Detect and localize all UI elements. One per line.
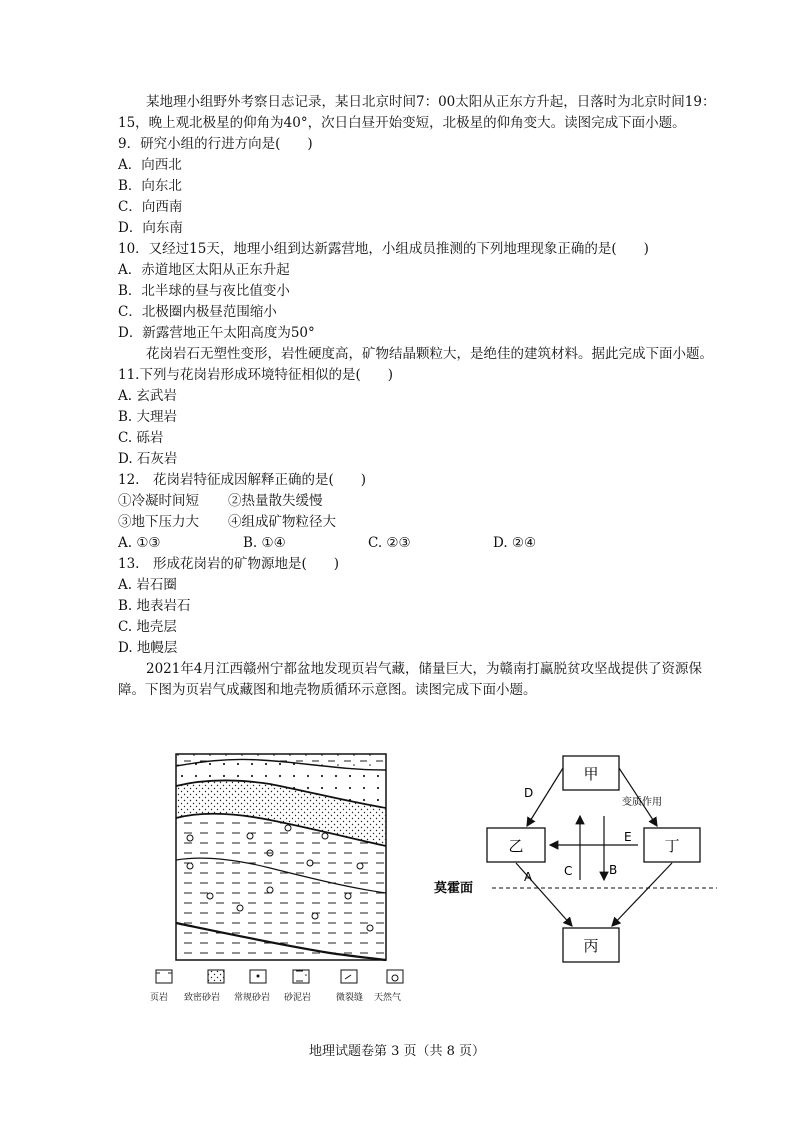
intro-passage-2: 花岗岩石无塑性变形，岩性硬度高，矿物结晶颗粒大，是绝佳的建筑材料。据此完成下面小题。 bbox=[146, 346, 713, 362]
q12-statement-3: ③地下压力大 bbox=[118, 514, 199, 530]
q12-option-c[interactable]: C. ②③ bbox=[368, 535, 411, 551]
q11-option-a[interactable]: A. 玄武岩 bbox=[118, 388, 177, 404]
label-e: E bbox=[624, 830, 632, 844]
q10-option-c[interactable]: C．北极圈内极昼范围缩小 bbox=[118, 304, 277, 320]
q9-stem: 9．研究小组的行进方向是( ) bbox=[118, 136, 313, 152]
q12-stem: 12. 花岗岩特征成因解释正确的是( ) bbox=[118, 472, 367, 488]
q9-option-d[interactable]: D．向东南 bbox=[118, 220, 183, 236]
node-yi-label: 乙 bbox=[508, 837, 524, 855]
q10-option-d[interactable]: D．新露营地正午太阳高度为50° bbox=[118, 325, 315, 341]
legend-microfracture: 微裂缝 bbox=[336, 993, 364, 1003]
intro-passage-1: 某地理小组野外考察日志记录，某日北京时间7：00太阳从正东方升起，日落时为北京时间19：15，晚上观北极星的仰角为40°，次日白昼开始变短，北极星的仰角变大。读图完成下面小题。 bbox=[118, 94, 716, 131]
q12-statement-1: ①冷凝时间短 bbox=[118, 493, 199, 509]
q11-stem: 11.下列与花岗岩形成环境特征相似的是( ) bbox=[118, 367, 394, 383]
label-c: C bbox=[564, 864, 573, 878]
q12-statements-row-1 bbox=[118, 491, 718, 512]
q12-statement-4: ④组成矿物粒径大 bbox=[228, 514, 336, 530]
shale-gas-section-figure bbox=[150, 748, 415, 1010]
legend-sand-mudstone: 砂泥岩 bbox=[284, 993, 312, 1003]
q11-option-d[interactable]: D. 石灰岩 bbox=[118, 451, 178, 467]
node-ding-label: 丁 bbox=[664, 837, 680, 855]
q12-statement-2: ②热量散失缓慢 bbox=[228, 493, 323, 509]
node-jia-label: 甲 bbox=[583, 765, 599, 783]
q13-option-b[interactable]: B. 地表岩石 bbox=[118, 598, 191, 614]
q10-option-a[interactable]: A．赤道地区太阳从正东升起 bbox=[118, 262, 290, 278]
arrow-ding-bing bbox=[612, 863, 672, 926]
label-bianzhi: 变质作用 bbox=[622, 797, 662, 808]
legend bbox=[150, 970, 403, 1003]
legend-natural-gas: 天然气 bbox=[374, 993, 402, 1003]
q12-option-d[interactable]: D. ②④ bbox=[493, 535, 537, 551]
label-b: B bbox=[609, 863, 618, 877]
q12-option-b[interactable]: B. ①④ bbox=[243, 535, 286, 551]
q13-option-a[interactable]: A. 岩石圈 bbox=[118, 577, 177, 593]
legend-conventional-sandstone: 常规砂岩 bbox=[234, 993, 271, 1003]
moho-label: 莫霍面 bbox=[434, 881, 474, 896]
q9-option-b[interactable]: B．向东北 bbox=[118, 178, 182, 194]
q10-stem: 10．又经过15天，地理小组到达新露营地，小组成员推测的下列地理现象正确的是( ) bbox=[118, 241, 649, 257]
q12-statements-row-2 bbox=[118, 512, 718, 533]
question-text bbox=[118, 92, 718, 701]
q11-option-c[interactable]: C. 砾岩 bbox=[118, 430, 164, 446]
q10-option-b[interactable]: B．北半球的昼与夜比值变小 bbox=[118, 283, 290, 299]
q9-option-c[interactable]: C．向西南 bbox=[118, 199, 183, 215]
legend-shale: 页岩 bbox=[150, 993, 169, 1003]
crustal-cycle-figure bbox=[432, 750, 722, 975]
q12-option-a[interactable]: A. ①③ bbox=[118, 535, 161, 551]
intro-passage-3: 2021年4月江西赣州宁都盆地发现页岩气藏，储量巨大，为赣南打赢脱贫攻坚战提供了资源保障。下图为页岩气成藏图和地壳物质循环示意图。读图完成下面小题。 bbox=[118, 661, 702, 698]
legend-tight-sandstone: 致密砂岩 bbox=[184, 993, 221, 1003]
q12-options bbox=[118, 533, 718, 554]
label-d: D bbox=[524, 786, 534, 800]
label-a: A bbox=[524, 870, 533, 884]
page-footer: 地理试题卷第 3 页（共 8 页） bbox=[308, 1044, 486, 1059]
q13-option-d[interactable]: D. 地幔层 bbox=[118, 640, 178, 656]
q11-option-b[interactable]: B. 大理岩 bbox=[118, 409, 178, 425]
q13-stem: 13. 形成花岗岩的矿物源地是( ) bbox=[118, 556, 340, 572]
q9-option-a[interactable]: A．向西北 bbox=[118, 157, 182, 173]
node-bing-label: 丙 bbox=[583, 937, 599, 955]
q13-option-c[interactable]: C. 地壳层 bbox=[118, 619, 177, 635]
